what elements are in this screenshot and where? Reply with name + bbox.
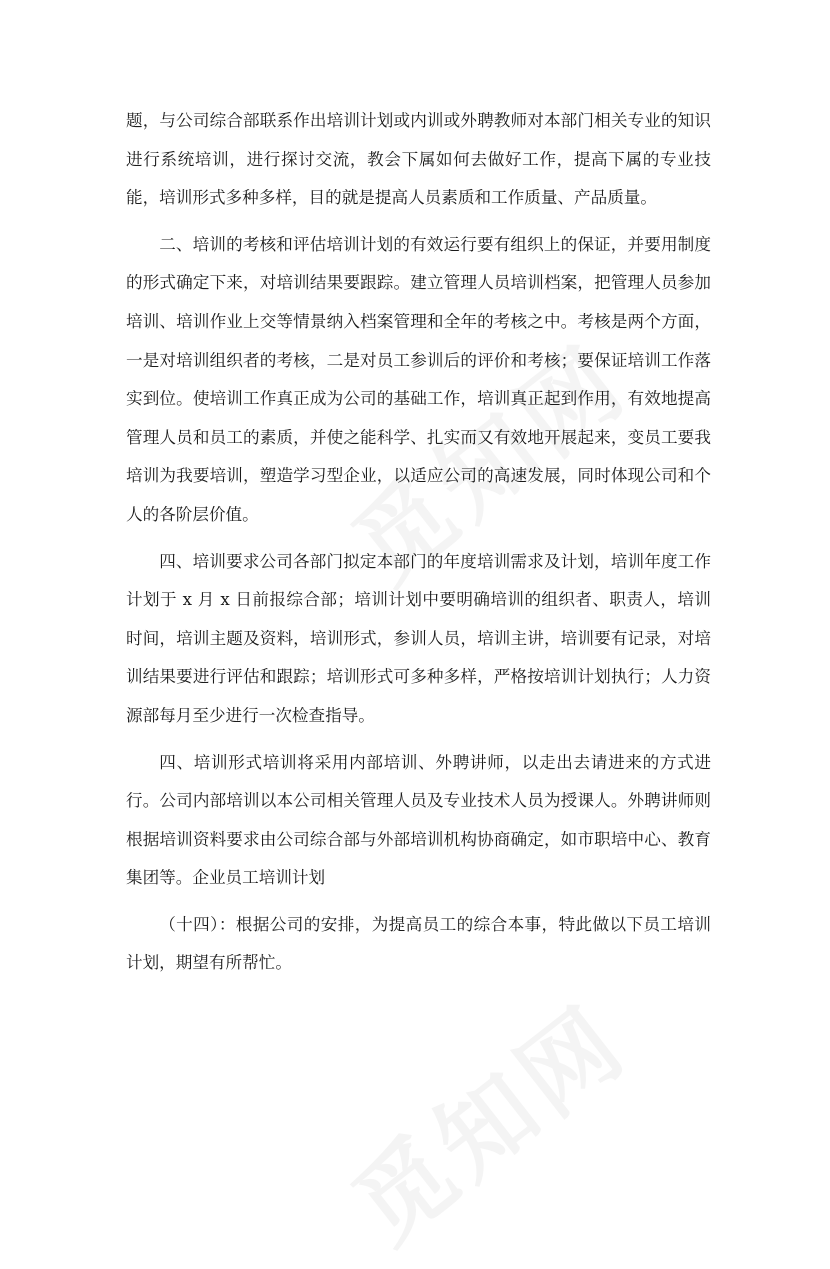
paragraph-3: 四、培训要求公司各部门拟定本部门的年度培训需求及计划，培训年度工作计划于 x 月 x 日前报综合部；培训计划中要明确培训的组织者、职责人，培训时间，培训主题及资料，培训形式，参训人员，培训主讲，培训要有记录，对培训结果要进行评估和跟踪；培训形式可多种多样，严格按培训计划执行；人力资源部每月至少进行一次检查指导。	[126, 551, 711, 725]
paragraph-1: 题，与公司综合部联系作出培训计划或内训或外聘教师对本部门相关专业的知识进行系统培训，进行探讨交流，教会下属如何去做好工作，提高下属的专业技能，培训形式多种多样，目的就是提高人员素质和工作质量、产品质量。	[126, 111, 711, 208]
watermark	[321, 968, 651, 1268]
document-body	[126, 102, 711, 983]
paragraph-5: （十四）：根据公司的安排，为提高员工的综合本事，特此做以下员工培训计划，期望有所帮忙。	[126, 914, 711, 973]
paragraph-4: 四、培训形式培训将采用内部培训、外聘讲师，以走出去请进来的方式进行。公司内部培训以本公司相关管理人员及专业技术人员为授课人。外聘讲师则根据培训资料要求由公司综合部与外部培训机构协商确定，如市职培中心、教育集团等。企业员工培训计划	[126, 752, 711, 888]
paragraph-2: 二、培训的考核和评估培训计划的有效运行要有组织上的保证，并要用制度的形式确定下来，对培训结果要跟踪。建立管理人员培训档案，把管理人员参加培训、培训作业上交等情景纳入档案管理和全年的考核之中。考核是两个方面，一是对培训组织者的考核，二是对员工参训后的评价和考核；要保证培训工作落实到位。使培训工作真正成为公司的基础工作，培训真正起到作用，有效地提高管理人员和员工的素质，并使之能科学、扎实而又有效地开展起来，变员工要我培训为我要培训，塑造学习型企业，以适应公司的高速发展，同时体现公司和个人的各阶层价值。	[126, 234, 711, 524]
